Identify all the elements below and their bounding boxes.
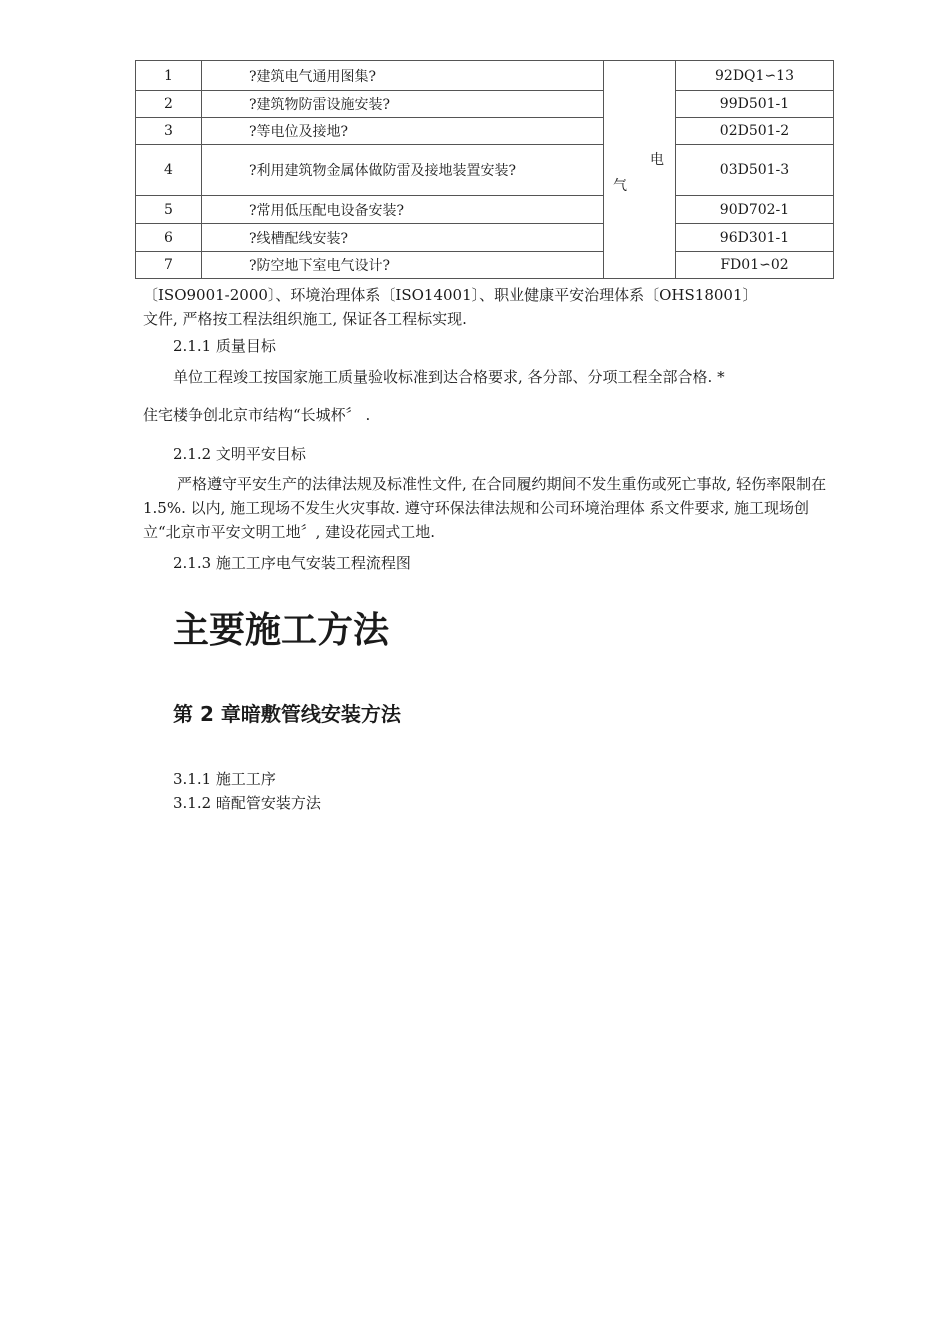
section-heading-2-1-1: 2.1.1 质量目标 bbox=[173, 337, 276, 355]
table-row bbox=[136, 145, 834, 196]
row-code: 92DQ1∽13 bbox=[676, 61, 834, 91]
row-number: 3 bbox=[136, 118, 202, 145]
row-code: 03D501-3 bbox=[676, 145, 834, 196]
row-number: 4 bbox=[136, 145, 202, 196]
table-row bbox=[136, 91, 834, 118]
row-title: ?利用建筑物金属体做防雷及接地装置安装? bbox=[202, 145, 604, 196]
row-code: 02D501-2 bbox=[676, 118, 834, 145]
section-heading-2-1-2: 2.1.2 文明平安目标 bbox=[173, 445, 306, 463]
row-number: 1 bbox=[136, 61, 202, 91]
row-title: ?建筑物防雷设施安装? bbox=[202, 91, 604, 118]
management-system-line-2: 文件, 严格按工程法组织施工, 保证各工程标实现. bbox=[143, 310, 467, 328]
row-number: 7 bbox=[136, 252, 202, 279]
safety-goal-paragraph: 严格遵守平安生产的法律法规及标准性文件, 在合同履约期间不发生重伤或死亡事故, 轻伤率限制在 1.5%. 以内, 施工现场不发生火灾事故. 遵守环保法律法规和公司环境治理体 系文件要求, 施工现场创立“北京市平安文明工地〞, 建设花园式工地. bbox=[143, 475, 827, 541]
row-code: 90D702-1 bbox=[676, 196, 834, 224]
row-number: 6 bbox=[136, 224, 202, 252]
table-row bbox=[136, 252, 834, 279]
chapter-heading: 第 2 章暗敷管线安装方法 bbox=[173, 702, 401, 726]
row-number: 5 bbox=[136, 196, 202, 224]
main-heading: 主要施工方法 bbox=[173, 610, 390, 651]
quality-goal-text-2: 住宅楼争创北京市结构“长城杯〞 . bbox=[143, 406, 371, 424]
table-row bbox=[136, 118, 834, 145]
management-system-line: 〔ISO9001-2000〕、环境治理体系〔ISO14001〕、职业健康平安治理体系〔OHS18001〕 bbox=[143, 286, 758, 304]
table-row bbox=[136, 196, 834, 224]
section-heading-3-1-1: 3.1.1 施工工序 bbox=[173, 770, 276, 788]
standards-table bbox=[135, 60, 834, 279]
row-title: ?防空地下室电气设计? bbox=[202, 252, 604, 279]
table-row bbox=[136, 61, 834, 91]
row-title: ?常用低压配电设备安装? bbox=[202, 196, 604, 224]
section-heading-3-1-2: 3.1.2 暗配管安装方法 bbox=[173, 794, 321, 812]
row-number: 2 bbox=[136, 91, 202, 118]
section-heading-2-1-3: 2.1.3 施工工序电气安装工程流程图 bbox=[173, 554, 411, 572]
row-title: ?线槽配线安装? bbox=[202, 224, 604, 252]
category-cell bbox=[604, 61, 676, 279]
category-char-2: 气 bbox=[613, 178, 627, 194]
row-title: ?建筑电气通用图集? bbox=[202, 61, 604, 91]
row-code: 96D301-1 bbox=[676, 224, 834, 252]
row-code: 99D501-1 bbox=[676, 91, 834, 118]
quality-goal-text: 单位工程竣工按国家施工质量验收标准到达合格要求, 各分部、分项工程全部合格. * bbox=[173, 368, 725, 386]
table-row bbox=[136, 224, 834, 252]
row-title: ?等电位及接地? bbox=[202, 118, 604, 145]
row-code: FD01∽02 bbox=[676, 252, 834, 279]
category-char-1: 电 bbox=[650, 152, 664, 168]
